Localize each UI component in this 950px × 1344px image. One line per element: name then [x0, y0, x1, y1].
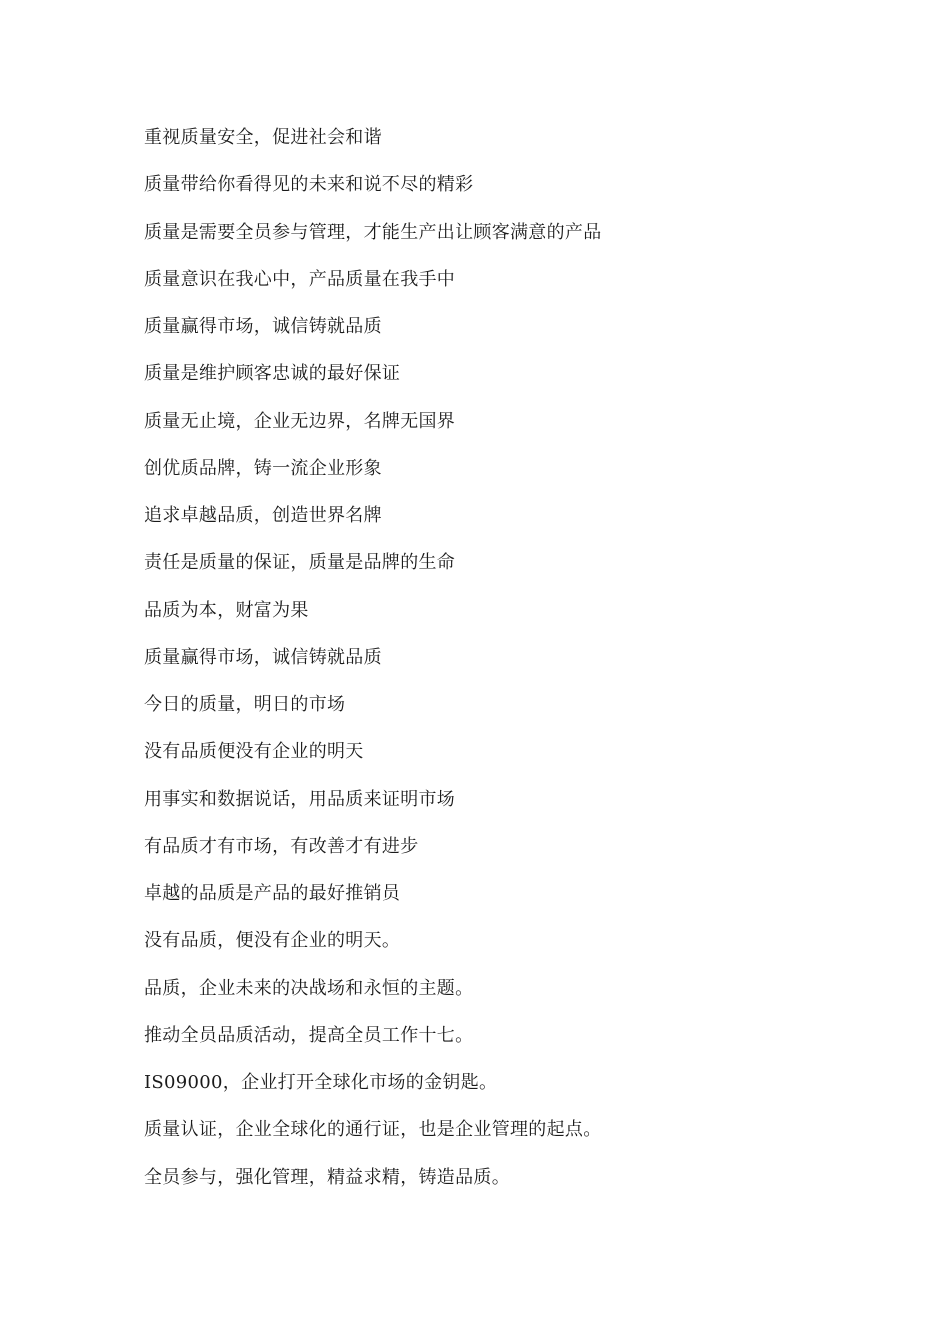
slogan-line: 重视质量安全，促进社会和谐 [144, 127, 382, 148]
slogan-line: 质量赢得市场，诚信铸就品质 [144, 316, 382, 337]
slogan-line: 质量是需要全员参与管理，才能生产出让顾客满意的产品 [144, 221, 602, 243]
slogan-line: 推动全员品质活动，提高全员工作十七。 [144, 1024, 474, 1046]
slogan-line: 质量意识在我心中，产品质量在我手中 [144, 268, 456, 290]
slogan-line: 品质为本，财富为果 [144, 599, 309, 621]
slogan-line: 没有品质便没有企业的明天 [144, 741, 364, 763]
slogan-line: 品质，企业未来的决战场和永恒的主题。 [144, 977, 474, 999]
slogan-line: 没有品质，便没有企业的明天。 [144, 930, 401, 952]
slogan-line: 质量带给你看得见的未来和说不尽的精彩 [144, 174, 474, 196]
slogan-line: 今日的质量，明日的市场 [144, 694, 346, 715]
slogan-line: 创优质品牌，铸一流企业形象 [144, 457, 382, 479]
slogan-line: 追求卓越品质，创造世界名牌 [144, 505, 382, 526]
slogan-list [144, 124, 602, 1211]
slogan-line: 责任是质量的保证，质量是品牌的生命 [144, 552, 456, 574]
slogan-line: 有品质才有市场，有改善才有进步 [144, 835, 419, 857]
slogan-line: IS09000，企业打开全球化市场的金钥匙。 [144, 1072, 498, 1093]
slogan-line: 卓越的品质是产品的最好推销员 [144, 883, 401, 904]
slogan-line: 质量认证，企业全球化的通行证，也是企业管理的起点。 [144, 1119, 602, 1141]
slogan-line: 质量是维护顾客忠诚的最好保证 [144, 363, 401, 385]
slogan-line: 质量赢得市场，诚信铸就品质 [144, 646, 382, 668]
slogan-line: 全员参与，强化管理，精益求精，铸造品质。 [144, 1166, 510, 1188]
slogan-line: 质量无止境，企业无边界，名牌无国界 [144, 410, 456, 432]
slogan-line: 用事实和数据说话，用品质来证明市场 [144, 788, 456, 810]
